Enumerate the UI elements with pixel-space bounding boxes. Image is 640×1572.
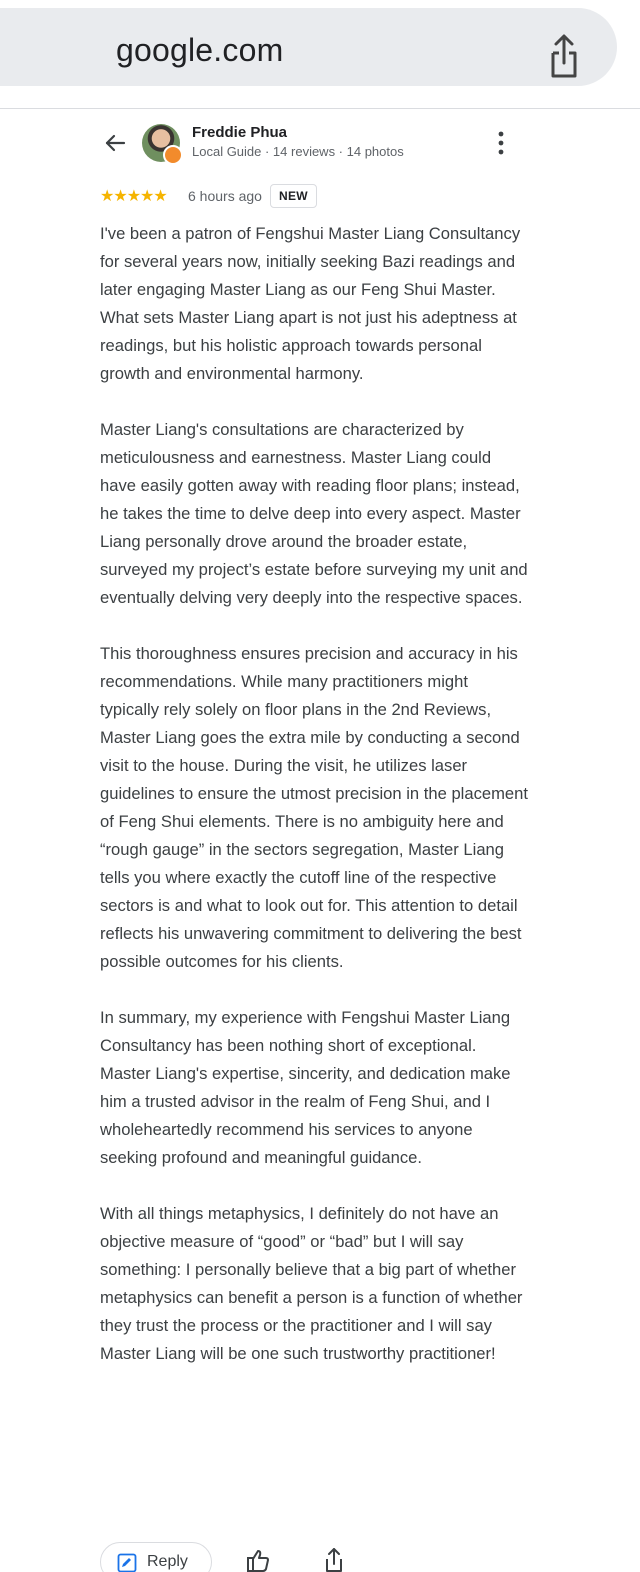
review-paragraph: I've been a patron of Fengshui Master Liang Consultancy for several years now, initially seeking Bazi readings and later engaging Master Liang as our Feng Shui Master. What sets Master Liang apart is not just his adeptness at readings, but his holistic approach towards personal growth and environmental harmony.	[100, 224, 521, 383]
review-actions	[0, 1540, 640, 1572]
reply-button[interactable]	[100, 1542, 212, 1572]
review-paragraph: Master Liang's consultations are characterized by meticulousness and earnestness. Master Liang could have easily gotten away with reading floor plans; instead, he takes the time to delve deep into every aspect. Master Liang personally drove around the broader estate, surveyed my project’s estate before surveying my unit and eventually delving very deeply into the respective spaces.	[100, 420, 528, 607]
edit-icon	[117, 1553, 137, 1572]
reply-label: Reply	[147, 1553, 188, 1570]
more-options-icon[interactable]	[491, 130, 511, 156]
thumbs-up-icon[interactable]	[244, 1546, 272, 1572]
back-arrow-icon[interactable]	[100, 128, 130, 158]
review-paragraph: With all things metaphysics, I definitely do not have an objective measure of “good” or “bad” but I will say something: I personally believe that a big part of whether metaphysics can benefit a person is a function of whether they trust the process or the practitioner and I will say Master Liang will be one such trustworthy practitioner!	[100, 1204, 523, 1363]
local-guide-badge-icon	[163, 145, 183, 165]
review-paragraph: In summary, my experience with Fengshui Master Liang Consultancy has been nothing short of exceptional. Master Liang's expertise, sincerity, and dedication make him a trusted advisor in the realm of Feng Shui, and I wholeheartedly recommend his services to anyone seeking profound and meaningful guidance.	[100, 1008, 511, 1167]
share-icon[interactable]	[320, 1546, 348, 1572]
url-text[interactable]: google.com	[116, 32, 284, 68]
author-meta: Local Guide · 14 reviews · 14 photos	[192, 144, 404, 159]
share-icon[interactable]	[540, 32, 588, 82]
divider	[0, 108, 640, 109]
review-time: 6 hours ago	[188, 188, 262, 204]
address-bar[interactable]	[0, 8, 617, 86]
new-badge: NEW	[270, 184, 317, 208]
review-paragraph: This thoroughness ensures precision and accuracy in his recommendations. While many practitioners might typically rely solely on floor plans in the 2nd Reviews, Master Liang goes the extra mile by conducting a second visit to the house. During the visit, he utilizes laser guidelines to ensure the utmost precision in the placement of Feng Shui elements. There is no ambiguity here and “rough gauge” in the sectors segregation, Master Liang tells you where exactly the cutoff line of the respective sectors is and what to look out for. This attention to detail reflects his unwavering commitment to delivering the best possible outcomes for his clients.	[100, 644, 529, 971]
star-rating: ★★★★★	[100, 188, 167, 205]
author-name[interactable]: Freddie Phua	[192, 124, 288, 141]
review-text	[100, 220, 530, 1396]
